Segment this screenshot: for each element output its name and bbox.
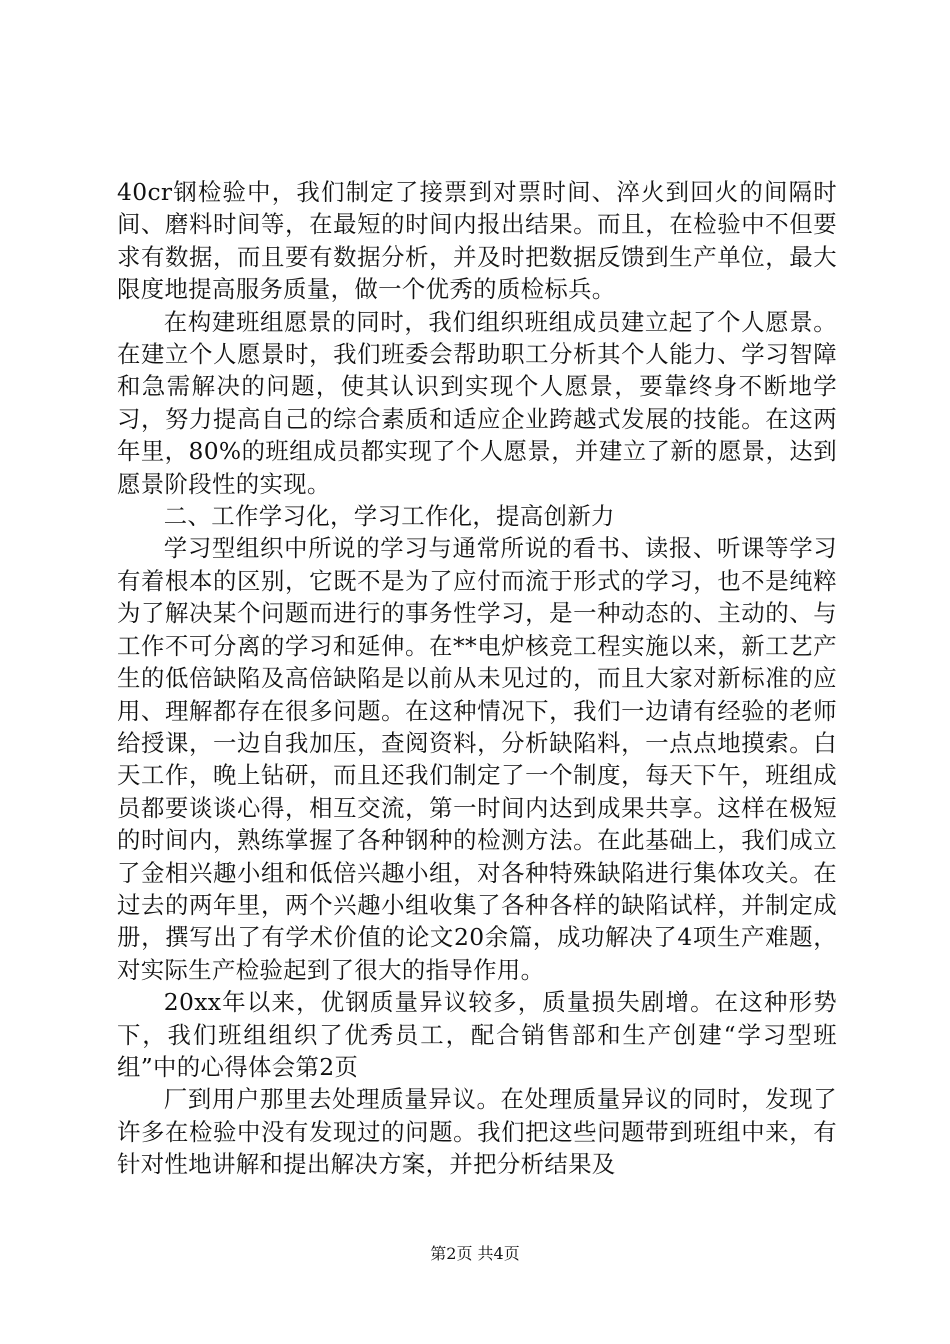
section-heading: 二、工作学习化，学习工作化，提高创新力 [163,502,615,531]
paragraph-1: 40cr钢检验中，我们制定了接票到对票时间、淬火到回火的间隔时间、磨料时间等，在最短的时间内报出结果。而且，在检验中不但要求有数据，而且要有数据分析，并及时把数据反馈到生产单位，最大限度地提高服务质量，做一个优秀的质检标兵。 [117,178,837,304]
page-footer: 第2页 共4页 [430,1244,520,1263]
paragraph-5: 厂到用户那里去处理质量异议。在处理质量异议的同时，发现了许多在检验中没有发现过的问题。我们把这些问题带到班组中来，有针对性地讲解和提出解决方案，并把分析结果及 [117,1085,837,1179]
paragraph-2: 在构建班组愿景的同时，我们组织班组成员建立起了个人愿景。在建立个人愿景时，我们班委会帮助职工分析其个人能力、学习智障和急需解决的问题，使其认识到实现个人愿景，要靠终身不断地学习，努力提高自己的综合素质和适应企业跨越式发展的技能。在这两年里，80%的班组成员都实现了个人愿景，并建立了新的愿景，达到愿景阶段性的实现。 [117,307,837,498]
paragraph-4: 20xx年以来，优钢质量异议较多，质量损失剧增。在这种形势下，我们班组组织了优秀员工，配合销售部和生产创建“学习型班组”中的心得体会第2页 [117,988,837,1081]
document-body [117,176,837,1181]
paragraph-3: 学习型组织中所说的学习与通常所说的看书、读报、听课等学习有着根本的区别，它既不是为了应付而流于形式的学习，也不是纯粹为了解决某个问题而进行的事务性学习，是一种动态的、主动的、与工作不可分离的学习和延伸。在**电炉核竞工程实施以来，新工艺产生的低倍缺陷及高倍缺陷是以前从未见过的，而且大家对新标准的应用、理解都存在很多问题。在这种情况下，我们一边请有经验的老师给授课，一边自我加压，查阅资料，分析缺陷料，一点点地摸索。白天工作，晚上钻研，而且还我们制定了一个制度，每天下午，班组成员都要谈谈心得，相互交流，第一时间内达到成果共享。这样在极短的时间内，熟练掌握了各种钢种的检测方法。在此基础上，我们成立了金相兴趣小组和低倍兴趣小组，对各种特殊缺陷进行集体攻关。在过去的两年里，两个兴趣小组收集了各种各样的缺陷试样，并制定成册，撰写出了有学术价值的论文20余篇，成功解决了4项生产难题，对实际生产检验起到了很大的指导作用。 [117,534,837,984]
